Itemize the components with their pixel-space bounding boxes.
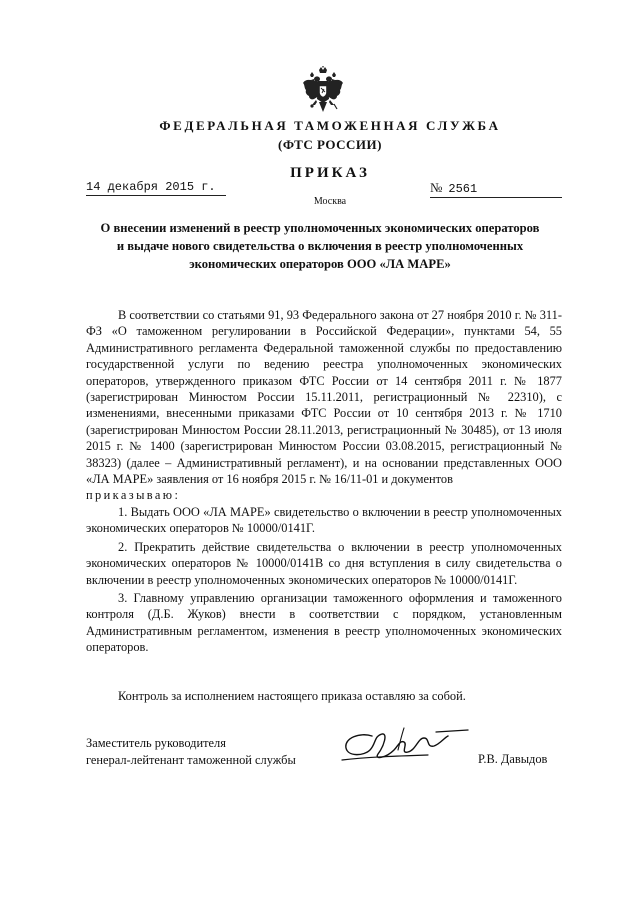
agency-name: ФЕДЕРАЛЬНАЯ ТАМОЖЕННАЯ СЛУЖБА: [159, 118, 501, 133]
signer-position-line: Заместитель руководителя: [86, 736, 226, 750]
agency-short-name: (ФТС РОССИИ): [278, 137, 382, 152]
signer-position-line: генерал-лейтенант таможенной службы: [86, 753, 296, 767]
order-body: [86, 307, 562, 656]
control-clause: Контроль за исполнением настоящего приказа оставляю за собой.: [118, 689, 466, 703]
order-item-3: 3. Главному управлению организации таможенного оформления и таможенного контроля (Д.Б. Жуков) внести в соответствии с порядком, установленным Административным регламентом, изменения в реестр уполномоченных экономических операторов.: [86, 590, 562, 655]
document-type: ПРИКАЗ: [290, 165, 370, 181]
order-number: 2561: [448, 182, 478, 196]
signer-name: Р.В. Давыдов: [478, 752, 548, 766]
signer-position: [86, 735, 346, 769]
number-sign: №: [430, 180, 443, 195]
order-date: 14 декабря 2015 г.: [86, 180, 226, 196]
order-title: [70, 219, 570, 273]
title-line: О внесении изменений в реестр уполномоченных экономических операторов: [100, 221, 540, 235]
city: Москва: [313, 196, 347, 207]
order-item-2: 2. Прекратить действие свидетельства о включении в реестр уполномоченных экономических операторов № 10000/0141В со дня вступления в силу свидетельства о включении в реестр уполномоченных экономических операторов № 10000/0141Г.: [86, 539, 562, 587]
russian-coat-of-arms-icon: [302, 66, 344, 114]
title-line: и выдаче нового свидетельства о включения в реестр уполномоченных: [116, 239, 524, 253]
title-line: экономических операторов ООО «ЛА МАРЕ»: [189, 257, 451, 271]
order-word: приказываю:: [86, 488, 181, 503]
preamble-paragraph: В соответствии со статьями 91, 93 Федерального закона от 27 ноября 2010 г. № 311-ФЗ «О таможенном регулировании в Российской Федерации», пунктами 54, 55 Административного регламента Федеральной таможенной службы по предоставлению государственной услуги по ведению реестра уполномоченных экономических операторов, утвержденного приказом ФТС России от 14 сентября 2011 г. № 1877 (зарегистрирован Минюстом России 15.11.2011, регистрационный № 22310), с изменениями, внесенными приказами ФТС России от 10 сентября 2013 г. № 1710 (зарегистрирован Минюстом России 28.11.2013, регистрационный № 30485), от 13 июля 2015 г. № 1400 (зарегистрирован Минюстом России 03.08.2015, регистрационный № 38323) (далее – Административный регламент), и на основании представленных ООО «ЛА МАРЕ» заявления от 16 ноября 2015 г. № 16/11-01 и документов: [86, 308, 562, 487]
order-item-1: 1. Выдать ООО «ЛА МАРЕ» свидетельство о включении в реестр уполномоченных экономических операторов № 10000/0141Г.: [86, 504, 562, 536]
handwritten-signature: [338, 724, 474, 770]
